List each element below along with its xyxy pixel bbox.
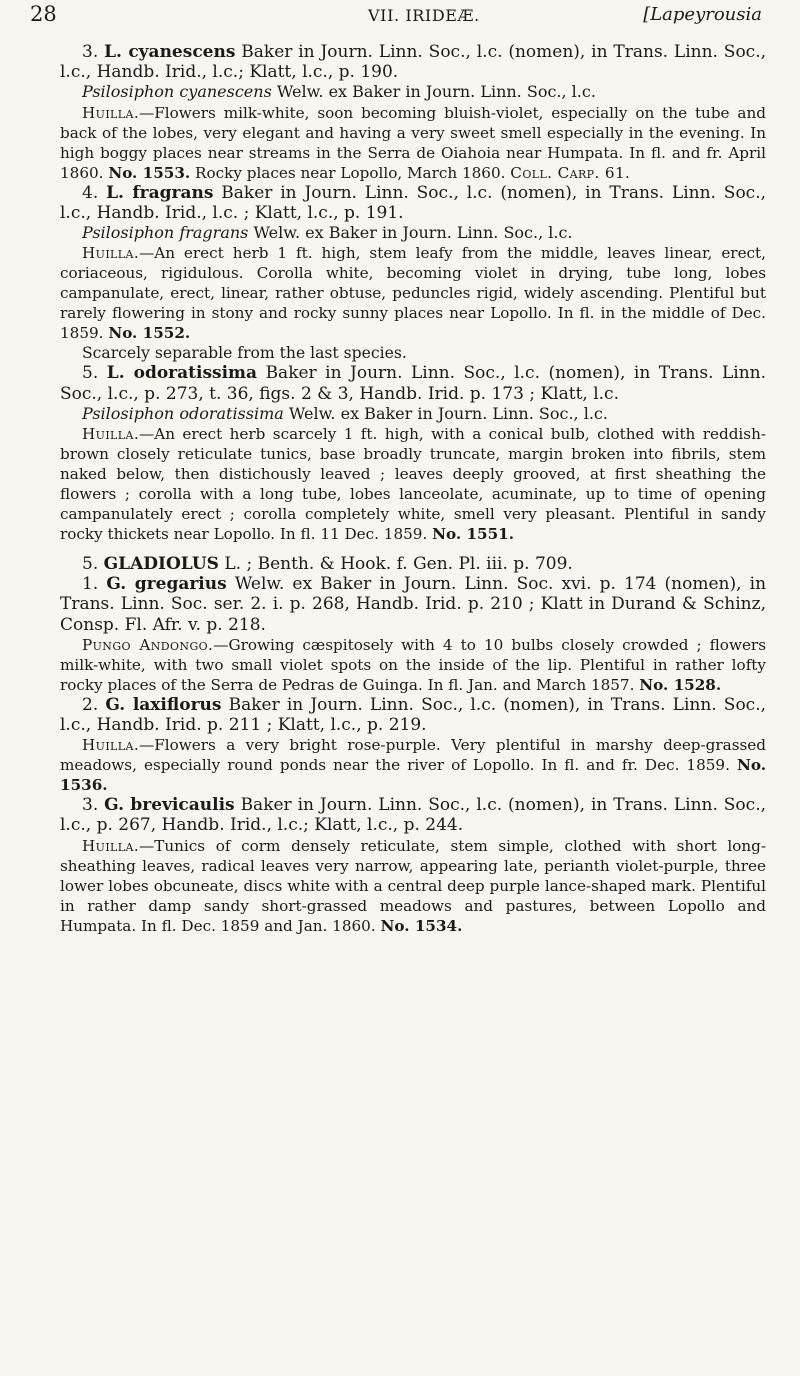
synonym [60,404,766,424]
citation: Baker in Journ. Linn. Soc., l.c. (nomen), in Trans. Linn. Soc., l.c., Handb. Irid., l.c. ; Klatt, l.c., p. 191. [60,182,767,223]
species-name: L. fragrans [106,182,214,203]
entry-number: 1. [82,574,99,595]
specimen-number: No. 1534. [380,916,463,935]
species-name: G. gregarius [106,574,227,595]
description: —An erect herb 1 ft. high, stem leafy from the middle, leaves linear, erect, coriaceous, rigidulous. Corolla white, becoming violet in drying, tube long, lobes campanulate, erect, linear, rather obtuse, peduncles rigid, widely ascending. Plentiful but rarely flowering in stony and rocky sunny places near Lopollo. In fl. in the middle of Dec. 1859. [60,244,766,343]
description: —Tunics of corm densely reticulate, stem simple, clothed with short long-sheathing leaves, radical leaves very narrow, appearing late, perianth violet-purple, three lower lobes obcuneate, discs white with a central deep purple lance-shaped mark. Plentiful in rather damp sandy short-grassed meadows and pastures, between Lopollo and Humpata. In fl. Dec. 1859 and Jan. 1860. [60,836,766,935]
region-name: Pungo Andongo. [82,635,214,654]
region-name: Huilla. [82,244,140,263]
genus-heading-gladiolus [60,554,766,574]
synonym-authority: Welw. ex Baker in Journ. Linn. Soc., l.c. [253,223,573,243]
entry-gladiolus-brevicaulis [60,795,766,835]
citation: Baker in Journ. Linn. Soc., l.c. (nomen), in Trans. Linn. Soc., l.c., Handb. Irid. p. 211 ; Klatt, l.c., p. 219. [60,694,767,736]
species-name: G. brevicaulis [104,795,235,816]
remark: Scarcely separable from the last species. [82,344,407,363]
description: —Flowers a very bright rose-purple. Very plentiful in marshy deep-grassed meadows, especially round ponds near the river of Lopollo. In fl. and fr. Dec. 1859. [60,736,766,775]
specimen-number: No. 1552. [108,324,191,343]
synonym-authority: Welw. ex Baker in Journ. Linn. Soc., l.c. [276,82,596,102]
entry-number: 2. [82,694,99,715]
specimen-number: No. 1553. [108,163,191,182]
locality-paragraph [60,103,766,183]
locality-paragraph [60,836,766,936]
synonym [60,82,766,102]
region-name: Huilla. [82,103,140,122]
synonym-authority: Welw. ex Baker in Journ. Linn. Soc., l.c. [288,403,608,423]
species-name: L. cyanescens [104,42,236,62]
entry-number: 3. [82,795,99,816]
citation: Baker in Journ. Linn. Soc., l.c. (nomen), in Trans. Linn. Soc., l.c., p. 267, Handb. Irid., l.c.; Klatt, l.c., p. 244. [60,795,766,836]
genus-number: 5. [82,554,99,575]
synonym-name: Psilosiphon odoratissima [82,403,284,423]
synonym [60,223,766,243]
entry-number: 4. [82,182,99,203]
entry-lapeyrousia-fragrans [60,183,766,223]
citation: Welw. ex Baker in Journ. Linn. Soc. xvi. p. 174 (nomen), in Trans. Linn. Soc. ser. 2. i. p. 268, Handb. Irid. p. 210 ; Klatt in Durand & Schinz, Consp. Fl. Afr. v. p. 218. [60,574,767,635]
collection-ref: Coll. Carp. 61. [510,163,631,182]
description: —Flowers milk-white, soon becoming bluish-violet, especially on the tube and back of the lobes, very elegant and having a very sweet smell especially in the evening. In high boggy places near streams in the Serra de Oiahoia near Humpata. In fl. and fr. April 1860. [60,103,766,182]
text-body [60,42,766,936]
citation: Baker in Journ. Linn. Soc., l.c. (nomen), in Trans. Linn. Soc., l.c., Handb. Irid., l.c.; Klatt, l.c., p. 190. [60,42,767,83]
region-name: Huilla. [82,836,140,855]
description: —Growing cæspitosely with 4 to 10 bulbs closely crowded ; flowers milk-white, with two small violet spots on the inside of the lip. Plentiful in rather lofty rocky places of the Serra de Pedras de Guinga. In fl. Jan. and March 1857. [60,635,766,694]
synonym-name: Psilosiphon cyanescens [82,82,272,102]
genus-name: GLADIOLUS [103,554,219,575]
entry-lapeyrousia-odoratissima [60,363,766,403]
entry-gladiolus-laxiflorus [60,695,766,735]
entry-number: 5. [82,363,99,384]
region-name: Huilla. [82,736,140,755]
locality-paragraph [60,243,766,343]
running-header [30,2,770,36]
description: —An erect herb scarcely 1 ft. high, with a conical bulb, clothed with reddish-brown closely reticulate tunics, base broadly truncate, margin broken into fibrils, stem naked below, then distichously leaved ; leaves deeply grooved, at first sheathing the flowers ; corolla with a long tube, lobes lanceolate, acuminate, up to time of opening campanulately erect ; corolla completely white, smell very pleasant. Plentiful in sandy rocky thickets near Lopollo. In fl. 11 Dec. 1859. [60,425,766,544]
species-name: G. laxiflorus [105,694,222,715]
locality-paragraph [60,635,766,695]
entry-lapeyrousia-cyanescens [60,42,766,82]
specimen-number: No. 1528. [639,675,722,694]
specimen-number: No. 1536. [60,756,766,795]
locality-paragraph [60,424,766,544]
locality-paragraph [60,735,766,795]
entry-gladiolus-gregarius [60,574,766,635]
genus-citation: L. ; Benth. & Hook. f. Gen. Pl. iii. p. 709. [224,554,573,575]
specimen-number: No. 1551. [432,525,515,544]
citation: Baker in Journ. Linn. Soc., l.c. (nomen), in Trans. Linn. Soc., l.c., p. 273, t. 36, figs. 2 & 3, Handb. Irid. p. 173 ; Klatt, l.c. [60,363,767,404]
page-number: 28 [30,2,57,26]
description-extra: Rocky places near Lopollo, March 1860. [195,163,506,182]
entry-number: 3. [82,42,99,62]
region-name: Huilla. [82,425,140,444]
species-name: L. odoratissima [106,363,258,384]
synonym-name: Psilosiphon fragrans [82,223,249,243]
section-title: VII. IRIDEÆ. [368,6,480,25]
running-genus: [Lapeyrousia [643,4,762,25]
